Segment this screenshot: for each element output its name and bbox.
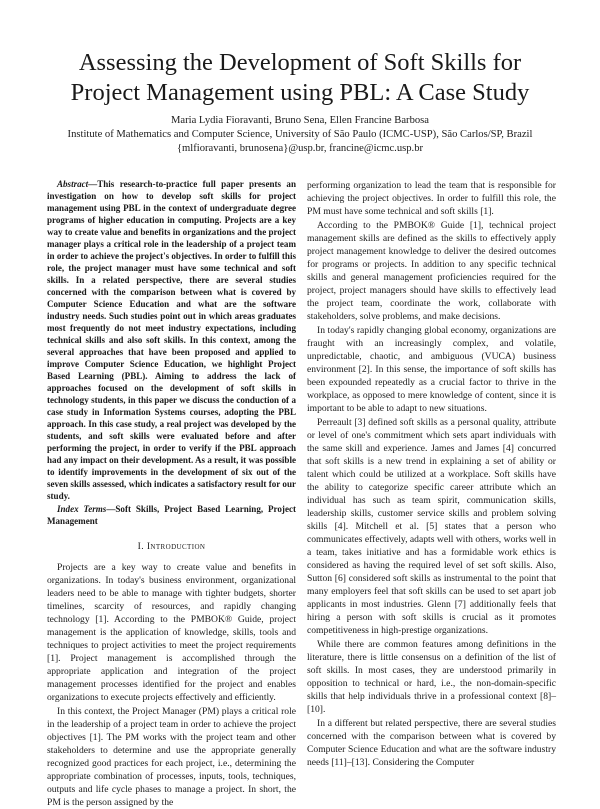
- right-paragraph-2: According to the PMBOK® Guide [1], technical project management skills are defined as the skills to effectively apply project management knowledge to deliver the desired outcomes for programs or projects. In addition to any specific technical skills and general management proficiencies required for the project, project managers should have skills to effectively lead the project team, coordinate the work, collaborate with stakeholders, solve problems, and make decisions.: [307, 220, 556, 322]
- intro-paragraph-1: Projects are a key way to create value and benefits in organizations. In today's business environment, organizational leaders need to be able to manage with tighter budgets, shorter timelines, scarcity of resources, and rapidly changing technology [1]. According to the PMBOK® Guide, project management is the application of knowledge, skills, tools and techniques to project activities to meet the project requirements [1]. Project management is accomplished through the appropriate application and integration of the project management processes identified for the project and enables organizations to execute projects effectively and efficiently.: [47, 562, 296, 703]
- index-terms-lead: Index Terms: [57, 504, 107, 514]
- right-paragraph-4: Perreault [3] defined soft skills as a personal quality, attribute or level of one's commitment which sets apart individuals with the same skill and experience. James and James [4] concurred that soft skills is a new trend in explaining a set of ability or talent which could be utilized at a workplace. Soft skills have the ability to categorize specific career attribute which an individual has such as team spirit, communication skills, leadership skills, customer service skills and problem solving skills [4]. Mitchell et al. [5] states that a person who communicates effectively, adapts well with others, works well in a team, takes initiative and has a formidable work ethics is considered as having the required level of set soft skills. Also, Sutton [6] considered soft skills as instrumental to the point that many employers feel that soft skills can be used to set apart job applicants in most industries. Glenn [7] additionally feels that hiring a person with soft skills is crucial as it promotes competitiveness in high-prestige organizations.: [307, 417, 556, 636]
- title-line-1: Assessing the Development of Soft Skills for: [78, 49, 522, 76]
- abstract-text: —This research-to-practice full paper presents an investigation on how to develop soft skills for project management using PBL in the context of undergraduate degree programs of higher education in computing. Projects are a key way to create value and benefits in organizations and the project manager plays a critical role in the leadership of a project team in order to achieve the project's objectives. In order to fulfill this role, the project manager must have some technical and soft skills. In a related perspective, there are several studies concerned with the comparison between what is covered by Computer Science Education and what are the software industry needs. Such studies point out in which areas graduates most frequently do not meet industry expectations, including technical skills and also soft skills. In this context, among the several approaches that have been proposed and applied to improve Computer Science Education, we highlight Project Based Learning (PBL). Aiming to address the lack of approaches focused on the development of soft skills in technology students, in this paper we discuss the conduction of a case study in Information Systems courses, adopting the PBL approach. In this case study, a real project was developed by the students, and soft skills were evaluated before and after performing the project, in order to verify if the PBL approach had any impact on their development. As a result, it was possible to identify improvements in the development of six out of the seven skills assessed, which indicates a satisfactory result for our study.: [47, 179, 296, 501]
- author-names: Maria Lydia Fioravanti, Bruno Sena, Ellen Francine Barbosa: [170, 115, 429, 126]
- right-paragraph-6: In a different but related perspective, there are several studies concerned with the comparison between what is covered by Computer Science Education and what are the software industry needs [11]–[13]. Considering the Computer: [307, 718, 556, 768]
- title-line-2: Project Management using PBL: A Case Study: [70, 79, 530, 106]
- abstract-lead: Abstract: [57, 179, 89, 189]
- left-column: [47, 178, 296, 809]
- index-terms-text: —Soft Skills, Project Based Learning, Project Management: [47, 504, 296, 526]
- right-paragraph-1: performing organization to lead the team that is responsible for achieving the project objectives. In order to fulfill this role, the PM must have some technical and soft skills [1].: [307, 180, 556, 217]
- paper-title: [40, 48, 560, 108]
- author-block: [30, 114, 570, 156]
- right-column: [307, 179, 556, 769]
- intro-paragraph-2: In this context, the Project Manager (PM) plays a critical role in the leadership of a project team in order to achieve the project objectives [1]. The PM works with the project team and other stakeholders to determine and use the appropriate generally recognized good practices for each project, i.e., determining the appropriate combination of processes, inputs, tools, techniques, outputs and life cycle phases to manage a project. In short, the PM is the person assigned by the: [47, 706, 296, 808]
- section-heading-introduction: I. Introduction: [137, 541, 206, 552]
- author-affiliation: Institute of Mathematics and Computer Science, University of São Paulo (ICMC-USP), São Carlos/SP, Brazil: [67, 129, 533, 140]
- author-emails: {mlfioravanti, brunosena}@usp.br, francine@icmc.usp.br: [176, 143, 424, 154]
- index-terms: [47, 503, 296, 527]
- right-paragraph-3: In today's rapidly changing global economy, organizations are fraught with an increasingly complex, and volatile, unpredictable, chaotic, and ambiguous (VUCA) business environment [2]. In this sense, the importance of soft skills has been expounded repeatedly as a crucial factor to thrive in the workplace, as opposed to mere knowledge of content, since it is important to be able to adapt to new situations.: [307, 325, 556, 414]
- right-paragraph-5: While there are common features among definitions in the literature, there is little consensus on a definition of the list of soft skills. In most cases, they are understood primarily in opposition to technical or hard, i.e., the non-domain-specific skills that help individuals thrive in a professional context [8]–[10].: [307, 639, 556, 715]
- abstract: [47, 178, 296, 502]
